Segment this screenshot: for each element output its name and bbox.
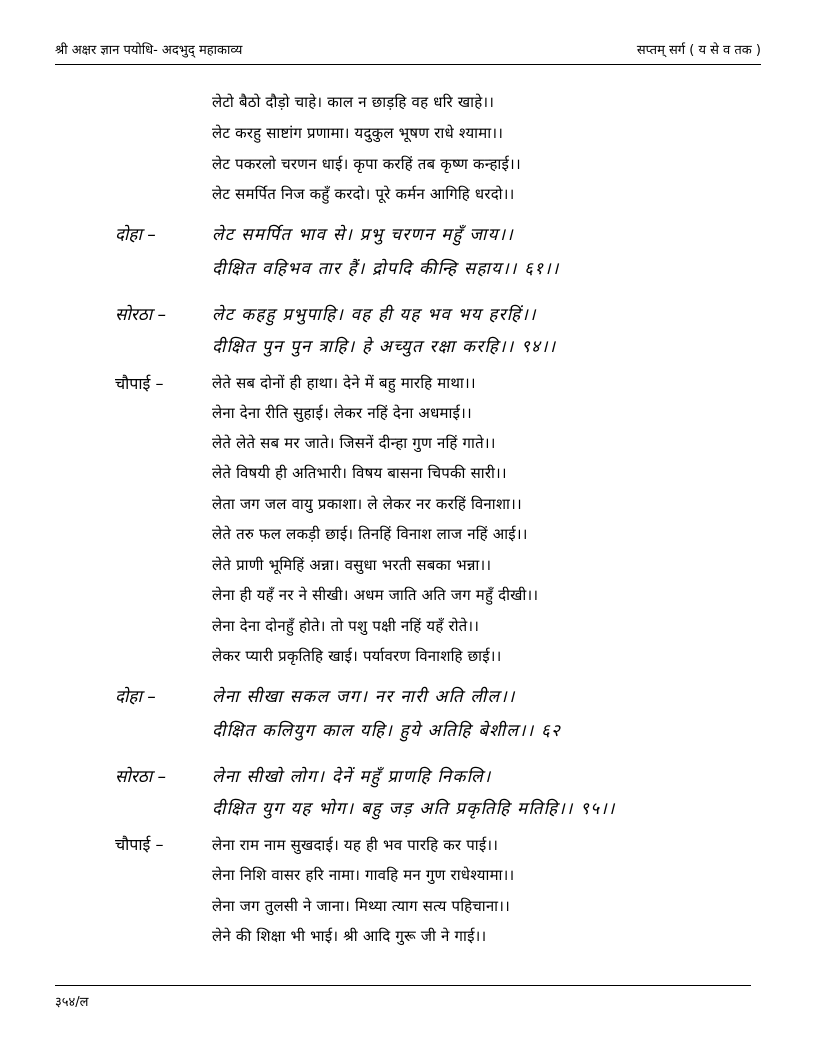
verse-line: लेट समर्पित निज कहुँ करदो। पूरे कर्मन आगिहि धरदो।।	[212, 185, 515, 203]
soratha-label: सोरठा –	[115, 305, 167, 325]
verse-line: लेना निशि वासर हरि नामा। गावहि मन गुण राधेश्यामा।।	[212, 866, 515, 884]
verse-line: लेते विषयी ही अतिभारी। विषय बासना चिपकी सारी।।	[212, 464, 507, 482]
verse-line: लेते सब दोनों ही हाथा। देने में बहु मारहि माथा।।	[212, 374, 476, 392]
verse-line: लेना सीखा सकल जग। नर नारी अति लील।।	[212, 687, 516, 707]
verse-line: लेट समर्पित भाव से। प्रभु चरणन महुँ जाय।।	[212, 225, 514, 245]
verse-line: दीक्षित वहिभव तार हैं। द्रोपदि कीन्हि सहाय।। ६१।।	[212, 259, 560, 279]
footer-divider	[55, 985, 751, 986]
verse-line: लेते लेते सब मर जाते। जिसनें दीन्हा गुण नहिं गाते।।	[212, 434, 496, 452]
verse-line: लेते तरु फल लकड़ी छाई। तिनहिं विनाश लाज नहिं आई।।	[212, 525, 528, 543]
verse-line: दीक्षित युग यह भोग। बहु जड़ अति प्रकृतिहि मतिहि।। ९५।।	[212, 799, 616, 819]
verse-line: लेते प्राणी भूमिहिं अन्ना। वसुधा भरती सबका भन्ना।।	[212, 556, 492, 574]
doha-label: दोहा –	[115, 687, 156, 707]
soratha-label: सोरठा –	[115, 767, 167, 787]
verse-line: लेना राम नाम सुखदाई। यह ही भव पारहि कर पाई।।	[212, 836, 499, 854]
verse-line: लेना जग तुलसी ने जाना। मिथ्या त्याग सत्य पहिचाना।।	[212, 897, 511, 915]
verse-line: लेना ही यहँ नर ने सीखी। अधम जाति अति जग महुँ दीखी।।	[212, 586, 539, 604]
verse-line: लेट पकरलो चरणन धाई। कृपा करहिं तब कृष्ण कन्हाई।।	[212, 155, 521, 173]
page-number: ३५४/ल	[55, 995, 89, 1010]
book-title: श्री अक्षर ज्ञान पयोधि- अदभुद् महाकाव्य	[55, 43, 243, 58]
chaupai-label: चौपाई –	[115, 374, 164, 393]
verse-line: लेट कहहु प्रभुपाहि। वह ही यह भव भय हरहिं।।	[212, 305, 537, 325]
verse-line: लेटो बैठो दौड़ो चाहे। काल न छाड़हि वह धरि खाहे।।	[212, 93, 495, 111]
verse-line: लेने की शिक्षा भी भाई। श्री आदि गुरू जी ने गाई।।	[212, 927, 487, 945]
verse-line: लेता जग जल वायु प्रकाशा। ले लेकर नर करहिं विनाशा।।	[212, 495, 522, 513]
verse-line: लेना देना रीति सुहाई। लेकर नहिं देना अधमाई।।	[212, 404, 472, 422]
doha-label: दोहा –	[115, 225, 156, 245]
verse-line: दीक्षित कलियुग काल यहि। हुये अतिहि बेशील।। ६२	[212, 721, 562, 741]
chapter-title: सप्तम् सर्ग ( य से व तक )	[636, 43, 761, 58]
verse-line: लेना देना दोनहुँ होते। तो पशु पक्षी नहिं यहँ रोते।।	[212, 617, 480, 635]
verse-line: लेट करहु साष्टांग प्रणामा। यदुकुल भूषण राधे श्यामा।।	[212, 124, 504, 142]
verse-line: दीक्षित पुन पुन त्राहि। हे अच्युत रक्षा करहि।। ९४।।	[212, 337, 557, 357]
verse-line: लेना सीखो लोग। देनें महुँ प्राणहि निकलि।	[212, 767, 492, 787]
chaupai-label: चौपाई –	[115, 835, 164, 854]
page-header	[55, 36, 761, 65]
verse-line: लेकर प्यारी प्रकृतिहि खाई। पर्यावरण विनाशहि छाई।।	[212, 647, 502, 665]
